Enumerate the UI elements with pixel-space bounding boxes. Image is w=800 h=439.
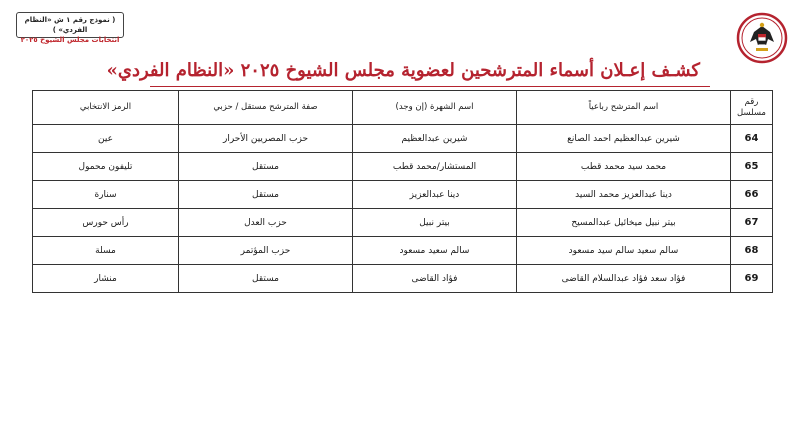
cell-candidate-status: مستقل: [179, 181, 353, 209]
header-serial-number: رقم مسلسل: [731, 91, 773, 125]
cell-electoral-symbol: سنارة: [33, 181, 179, 209]
form-number-label: ( نموذج رقم ١ ش «النظام الفردي» ): [24, 16, 116, 34]
cell-popular-name: المستشار/محمد قطب: [353, 153, 517, 181]
cell-serial-number: 68: [731, 237, 773, 265]
cell-serial-number: 64: [731, 125, 773, 153]
cell-candidate-name: شيرين عبدالعظيم احمد الصانع: [517, 125, 731, 153]
cell-popular-name: سالم سعيد مسعود: [353, 237, 517, 265]
cell-candidate-status: حزب العدل: [179, 209, 353, 237]
header-popular-name: اسم الشهرة (إن وجد): [353, 91, 517, 125]
cell-electoral-symbol: رأس حورس: [33, 209, 179, 237]
cell-electoral-symbol: تليفون محمول: [33, 153, 179, 181]
cell-electoral-symbol: منشار: [33, 265, 179, 293]
cell-popular-name: دينا عبدالعزيز: [353, 181, 517, 209]
page-title: كشـف إعـلان أسماء المترشحين لعضوية مجلس الشيوخ ٢٠٢٥ «النظام الفردي»: [106, 60, 700, 81]
cell-candidate-name: سالم سعيد سالم سيد مسعود: [517, 237, 731, 265]
cell-candidate-name: فؤاد سعد فؤاد عبدالسلام القاضى: [517, 265, 731, 293]
cell-candidate-status: حزب المؤتمر: [179, 237, 353, 265]
cell-candidate-name: محمد سيد محمد قطب: [517, 153, 731, 181]
cell-popular-name: فؤاد القاضى: [353, 265, 517, 293]
table-row: [33, 153, 773, 181]
cell-popular-name: شيرين عبدالعظيم: [353, 125, 517, 153]
table-row: [33, 125, 773, 153]
cell-serial-number: 67: [731, 209, 773, 237]
title-underline: [150, 86, 710, 87]
table-header-row: [33, 91, 773, 125]
egypt-eagle-emblem-icon: [736, 12, 788, 64]
cell-popular-name: بيتر نبيل: [353, 209, 517, 237]
cell-serial-number: 66: [731, 181, 773, 209]
cell-electoral-symbol: عين: [33, 125, 179, 153]
header-candidate-name: اسم المترشح رباعياً: [517, 91, 731, 125]
table-row: [33, 265, 773, 293]
cell-candidate-status: حزب المصريين الأحرار: [179, 125, 353, 153]
candidates-table: [32, 90, 773, 293]
header-candidate-status: صفة المترشح مستقل / حزبي: [179, 91, 353, 125]
cell-serial-number: 65: [731, 153, 773, 181]
election-name-label: انتخابات مجلس الشيوخ ٢٠٢٥: [20, 36, 120, 44]
form-number-box: [16, 12, 124, 44]
cell-electoral-symbol: مسلة: [33, 237, 179, 265]
table-row: [33, 209, 773, 237]
table-row: [33, 237, 773, 265]
cell-candidate-name: دينا عبدالعزيز محمد السيد: [517, 181, 731, 209]
cell-candidate-name: بيتر نبيل ميخائيل عبدالمسيح: [517, 209, 731, 237]
header-electoral-symbol: الرمز الانتخابي: [33, 91, 179, 125]
table-row: [33, 181, 773, 209]
cell-candidate-status: مستقل: [179, 153, 353, 181]
cell-serial-number: 69: [731, 265, 773, 293]
cell-candidate-status: مستقل: [179, 265, 353, 293]
